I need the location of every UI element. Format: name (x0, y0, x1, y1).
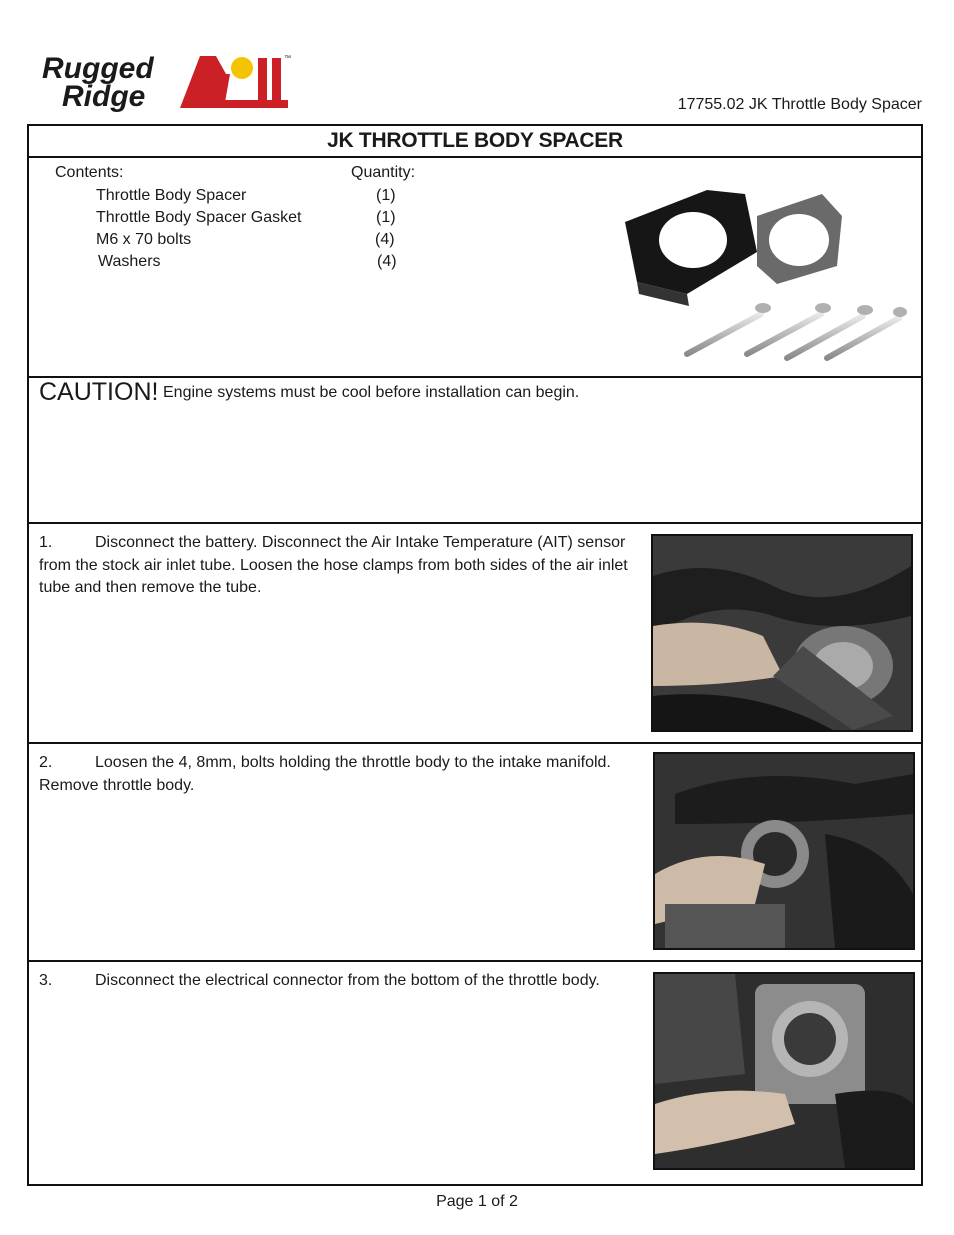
caution-heading: CAUTION! (39, 378, 159, 406)
step-number: 2. (39, 754, 53, 771)
step-3-photo (653, 972, 915, 1170)
instruction-frame (27, 124, 923, 1186)
document-reference: 17755.02 JK Throttle Body Spacer (677, 96, 922, 113)
step-text: Disconnect the electrical connector from the bottom of the throttle body. (95, 972, 600, 989)
item-qty: (1) (376, 209, 396, 226)
step-1-section (29, 524, 921, 744)
contents-section (29, 156, 921, 378)
logo-base (220, 100, 288, 108)
item-qty: (1) (376, 187, 396, 204)
step-text: Disconnect the battery. Disconnect the Air Intake Temperature (AIT) sensor from the stock air inlet tube. Loosen the hose clamps from both sides of the air inlet tube and then remove the tube. (39, 534, 628, 596)
logo-text-line1: Rugged (42, 52, 154, 85)
rugged-ridge-logo (40, 50, 292, 112)
step-1-text-block (39, 532, 635, 600)
step-number: 3. (39, 972, 53, 989)
item-qty: (4) (377, 253, 397, 270)
item-name: Throttle Body Spacer (96, 187, 247, 204)
gasket-bore (769, 214, 829, 266)
bolts (687, 314, 899, 358)
contents-label: Contents: (55, 164, 124, 181)
page-title: JK THROTTLE BODY SPACER (29, 126, 921, 158)
step-2-photo (653, 752, 915, 950)
step-2-section (29, 744, 921, 962)
step-2-text-block (39, 752, 635, 797)
logo-sun-dot (231, 57, 253, 79)
item-name: Throttle Body Spacer Gasket (96, 209, 302, 226)
step-1-photo (651, 534, 913, 732)
spacer-bore (659, 212, 727, 268)
step-number: 1. (39, 534, 53, 551)
logo-text-line2: Ridge (62, 80, 146, 112)
washers (755, 303, 907, 317)
step-text: Loosen the 4, 8mm, bolts holding the throttle body to the intake manifold. Remove throttle body. (39, 754, 611, 794)
item-name: M6 x 70 bolts (96, 231, 192, 248)
caution-section (29, 378, 921, 524)
logo-tm: ™ (284, 55, 291, 62)
item-name: Washers (98, 253, 161, 270)
product-photo (617, 182, 909, 372)
page-number: Page 1 of 2 (436, 1193, 518, 1210)
caution-text: Engine systems must be cool before installation can begin. (163, 384, 580, 401)
step-3-section (29, 962, 921, 1184)
quantity-label: Quantity: (351, 164, 416, 181)
step-3-text-block (39, 970, 635, 993)
item-qty: (4) (375, 231, 395, 248)
